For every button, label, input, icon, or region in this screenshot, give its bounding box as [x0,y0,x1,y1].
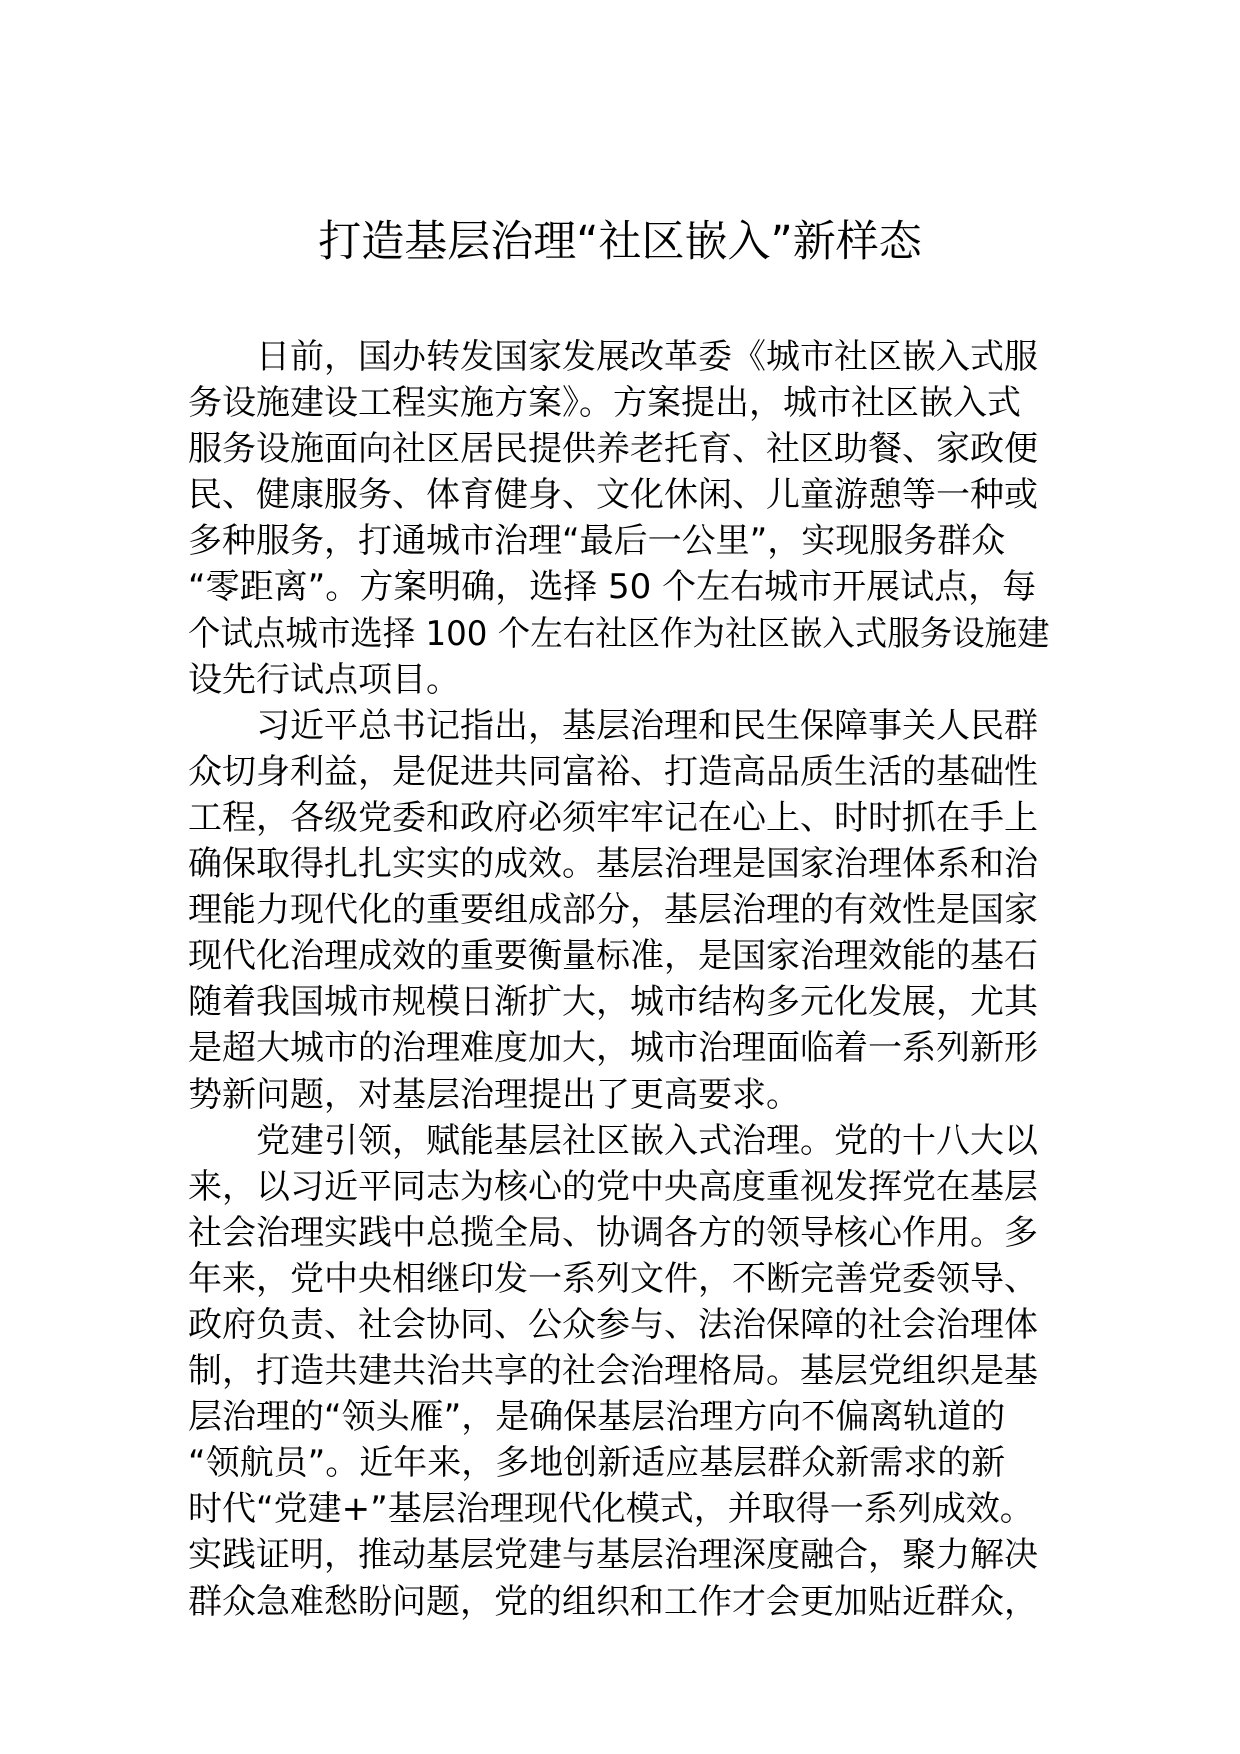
body-line: “领航员”。近年来，多地创新适应基层群众新需求的新 [188,1443,1006,1484]
body-line: 制，打造共建共治共享的社会治理格局。基层党组织是基 [188,1351,1038,1392]
body-line: 现代化治理成效的重要衡量标准，是国家治理效能的基石 [188,936,1038,977]
body-line: 来，以习近平同志为核心的党中央高度重视发挥党在基层 [188,1166,1038,1207]
body-line: 群众急难愁盼问题，党的组织和工作才会更加贴近群众， [188,1581,1038,1622]
body-line: 党建引领，赋能基层社区嵌入式治理。党的十八大以 [188,1120,1038,1161]
body-line: 众切身利益，是促进共同富裕、打造高品质生活的基础性 [188,751,1038,792]
body-line: 势新问题，对基层治理提出了更高要求。 [188,1074,800,1115]
body-line: 个试点城市选择 100 个左右社区作为社区嵌入式服务设施建 [188,613,1050,654]
body-line: 理能力现代化的重要组成部分，基层治理的有效性是国家 [188,890,1038,931]
body-line: 习近平总书记指出，基层治理和民生保障事关人民群 [188,705,1038,746]
body-line: 工程，各级党委和政府必须牢牢记在心上、时时抓在手上 [188,797,1038,838]
body-line: 层治理的“领头雁”，是确保基层治理方向不偏离轨道的 [188,1397,1006,1438]
body-line: 务设施建设工程实施方案》。方案提出，城市社区嵌入式 [188,383,1021,424]
body-line: 服务设施面向社区居民提供养老托育、社区助餐、家政便 [188,429,1038,470]
body-line: 民、健康服务、体育健身、文化休闲、儿童游憩等一种或 [188,475,1038,516]
body-line: “零距离”。方案明确，选择 50 个左右城市开展试点，每 [188,567,1037,608]
document-body [188,334,1050,1625]
body-line: 政府负责、社会协同、公众参与、法治保障的社会治理体 [188,1304,1038,1345]
body-line: 多种服务，打通城市治理“最后一公里”，实现服务群众 [188,521,1006,562]
body-line: 设先行试点项目。 [188,659,460,700]
body-line: 是超大城市的治理难度加大，城市治理面临着一系列新形 [188,1028,1038,1069]
body-line: 时代“党建+”基层治理现代化模式，并取得一系列成效。 [188,1489,1034,1530]
body-line: 年来，党中央相继印发一系列文件，不断完善党委领导、 [188,1258,1038,1299]
body-line: 确保取得扎扎实实的成效。基层治理是国家治理体系和治 [188,844,1038,885]
body-line: 社会治理实践中总揽全局、协调各方的领导核心作用。多 [188,1212,1038,1253]
document-title: 打造基层治理“社区嵌入”新样态 [318,217,922,267]
body-line: 实践证明，推动基层党建与基层治理深度融合，聚力解决 [188,1535,1038,1576]
body-line: 随着我国城市规模日渐扩大，城市结构多元化发展，尤其 [188,982,1038,1023]
body-line: 日前，国办转发国家发展改革委《城市社区嵌入式服 [188,337,1038,377]
